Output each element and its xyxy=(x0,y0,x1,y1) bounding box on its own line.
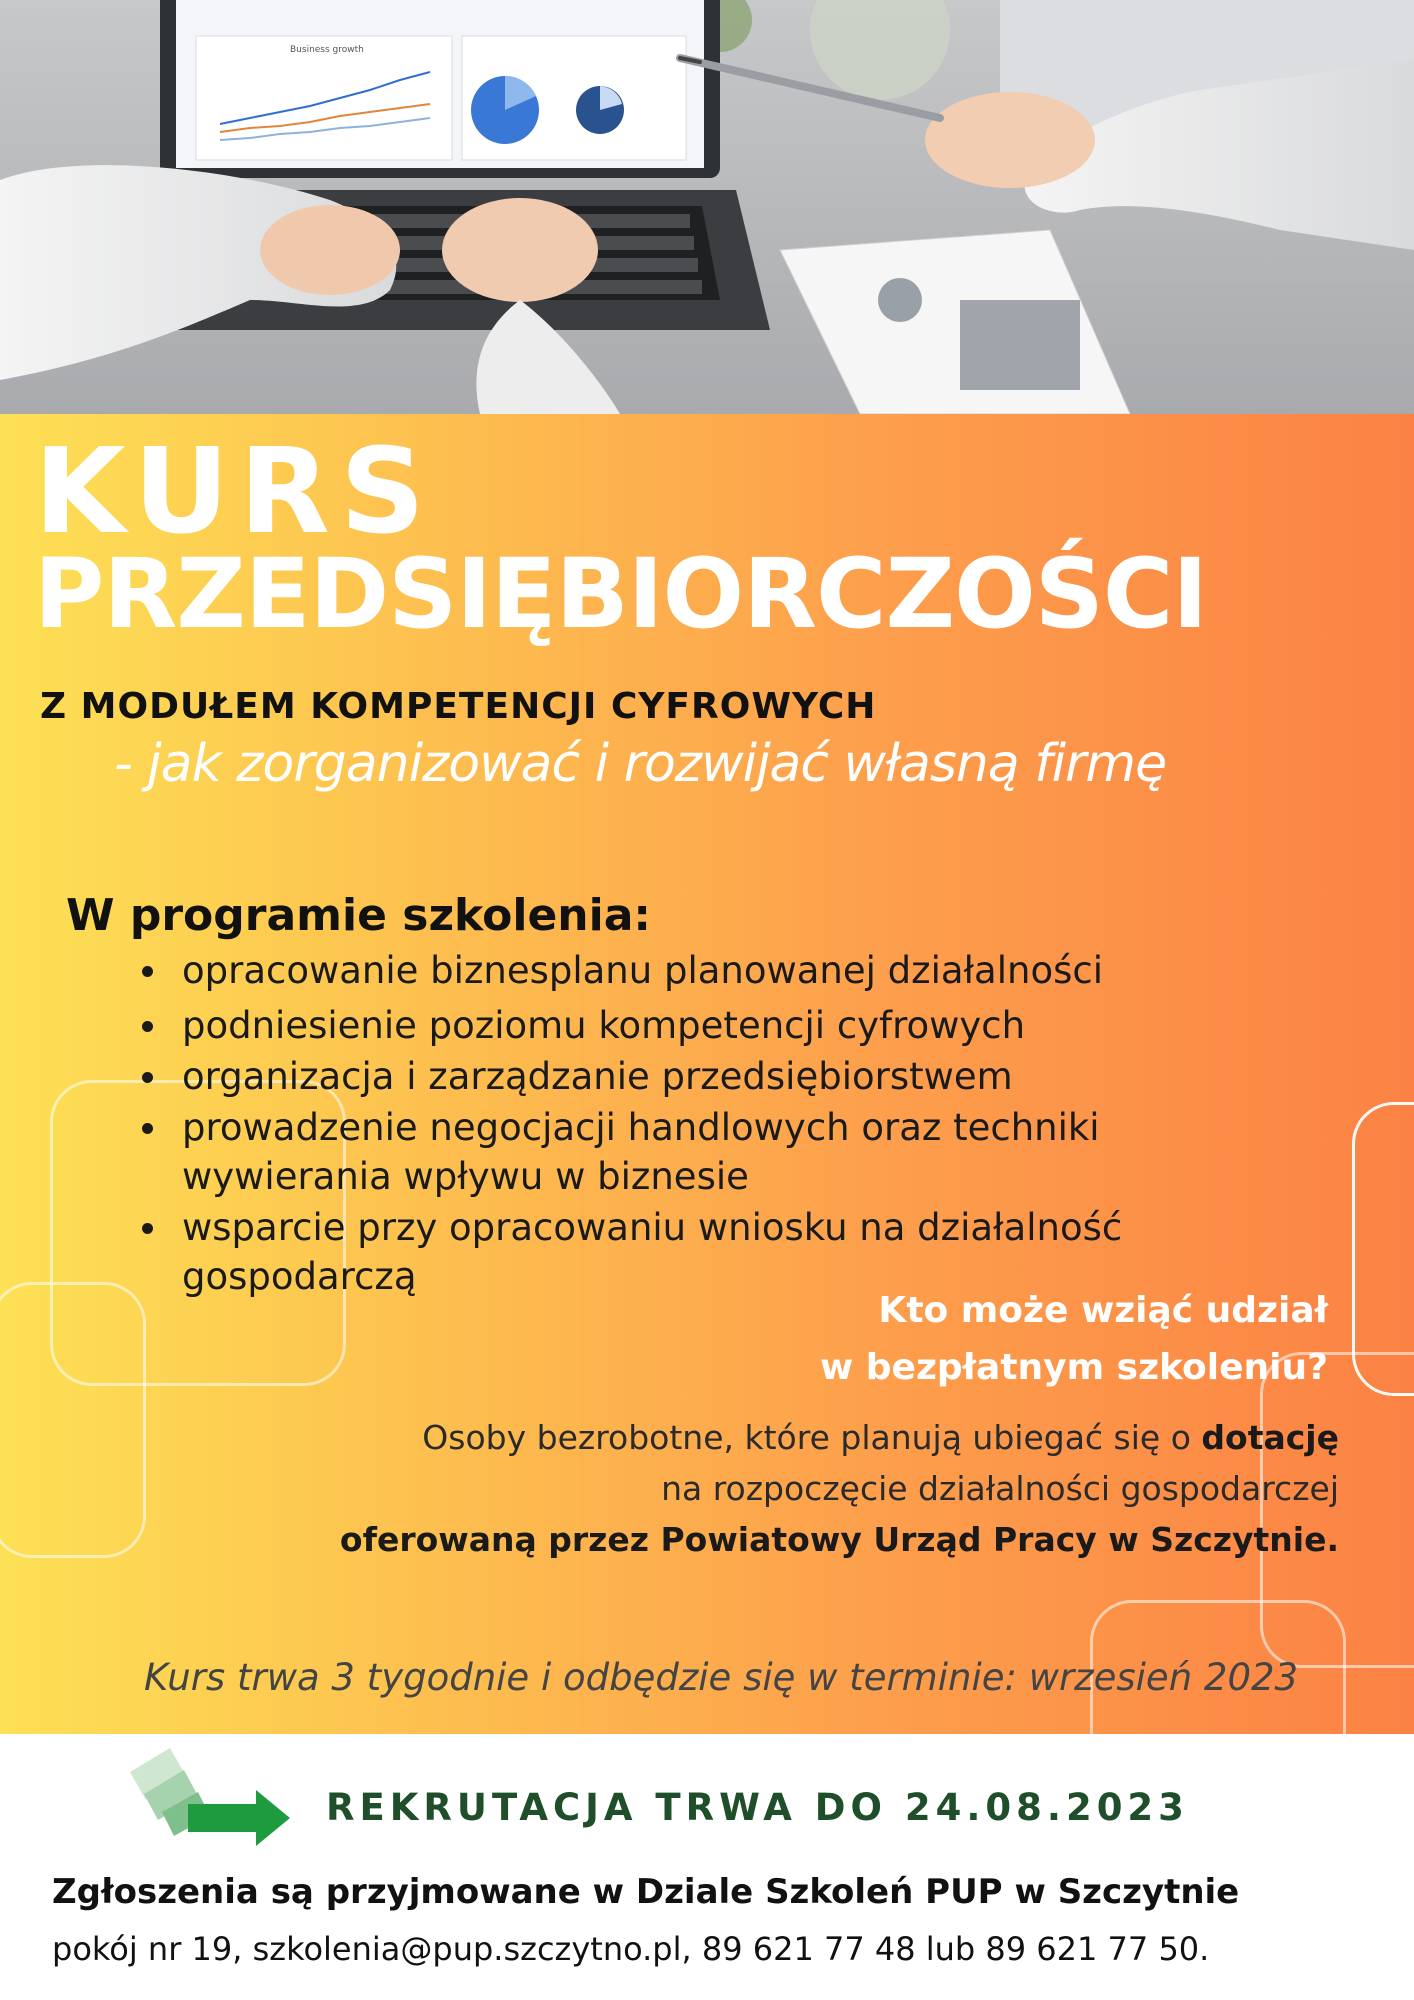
bullet-icon xyxy=(142,1123,153,1134)
list-item: prowadzenie negocjacji handlowych oraz techniki wywierania wpływu w biznesie xyxy=(142,1103,1182,1201)
contact-details: pokój nr 19, szkolenia@pup.szczytno.pl, 89 621 77 48 lub 89 621 77 50. xyxy=(52,1930,1210,1968)
bullet-icon xyxy=(142,1072,153,1083)
tagline: - jak zorganizować i rozwijać własną firmę xyxy=(114,734,1167,794)
bullet-icon xyxy=(142,1223,153,1234)
bullet-icon xyxy=(142,1021,153,1032)
footer xyxy=(0,1734,1414,2000)
list-item: opracowanie biznesplanu planowanej działalności xyxy=(142,946,1342,995)
list-item: organizacja i zarządzanie przedsiębiorstwem xyxy=(142,1052,1342,1101)
course-panel xyxy=(0,414,1414,1734)
program-heading: W programie szkolenia: xyxy=(66,890,651,941)
title-line-1: KURS xyxy=(34,422,436,560)
course-duration: Kurs trwa 3 tygodnie i odbędzie się w terminie: wrzesień 2023 xyxy=(144,1656,1299,1699)
laptop-business-charts-photo xyxy=(0,0,1414,414)
eligibility-description: Osoby bezrobotne, które planują ubiegać się o dotację na rozpoczęcie działalności gospodarczej oferowaną przez Powiatowy Urząd Pracy w Szczytnie. xyxy=(339,1418,1339,1559)
list-item: podniesienie poziomu kompetencji cyfrowych xyxy=(142,1001,1342,1050)
header-photo xyxy=(0,0,1414,414)
contact-title: Zgłoszenia są przyjmowane w Dziale Szkoleń PUP w Szczytnie xyxy=(52,1872,1240,1912)
title-line-2: PRZEDSIĘBIORCZOŚCI xyxy=(34,538,1207,650)
green-arrow-icon xyxy=(124,1742,304,1852)
list-item: wsparcie przy opracowaniu wniosku na działalność gospodarczą xyxy=(142,1203,1182,1301)
bullet-icon xyxy=(142,966,153,977)
subtitle: Z MODUŁEM KOMPETENCJI CYFROWYCH xyxy=(40,686,877,727)
program-list xyxy=(142,946,1342,1303)
recruitment-deadline: REKRUTACJA TRWA DO 24.08.2023 xyxy=(326,1786,1189,1829)
svg-text:Business growth: Business growth xyxy=(290,45,364,55)
eligibility-question: Kto może wziąć udział w bezpłatnym szkoleniu? xyxy=(819,1290,1328,1388)
